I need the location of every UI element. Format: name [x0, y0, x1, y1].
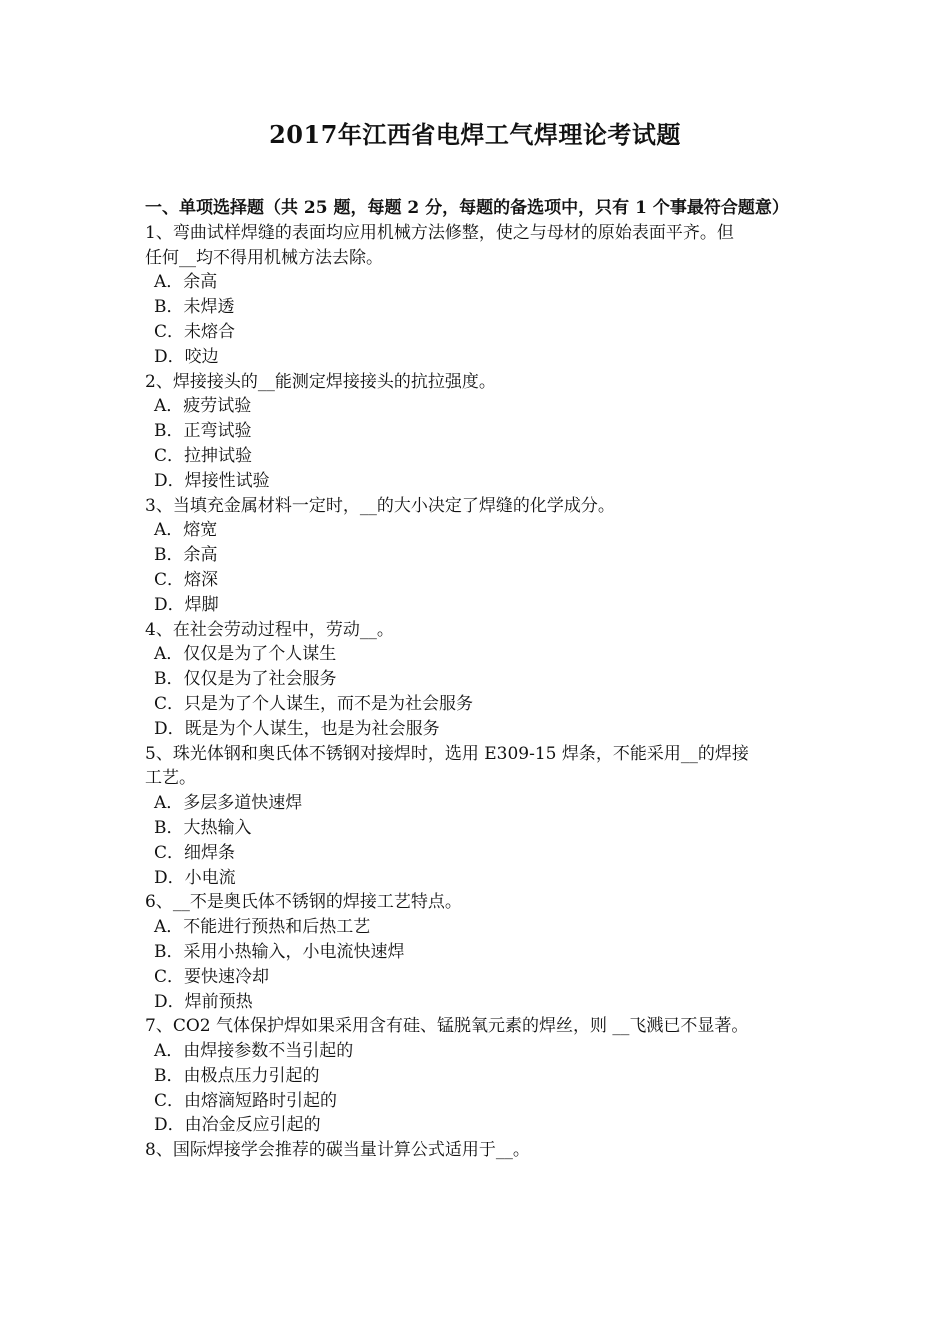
option-text: 咬边 — [184, 346, 219, 367]
option-text: 要快速冷却 — [184, 966, 270, 987]
option-text: 焊接性试验 — [184, 470, 270, 491]
option-text: 熔宽 — [183, 520, 218, 541]
option-text: 由熔滴短路时引起的 — [184, 1090, 338, 1111]
answer-option — [145, 816, 810, 841]
answer-option — [145, 791, 810, 816]
option-letter: B． — [154, 817, 184, 838]
option-letter: A． — [154, 272, 184, 293]
answer-option — [145, 667, 810, 692]
option-letter: B． — [154, 941, 184, 962]
option-text: 只是为了个人谋生，而不是为社会服务 — [184, 693, 474, 714]
answer-option — [145, 593, 810, 618]
section-heading: 一、单项选择题（共 25 题，每题 2 分，每题的备选项中，只有 1 个事最符合题意） — [145, 198, 789, 218]
option-letter: D． — [154, 1115, 185, 1136]
option-text: 未熔合 — [184, 321, 236, 342]
answer-option — [145, 1113, 810, 1138]
question-item — [145, 890, 810, 1014]
question-item — [145, 618, 810, 742]
option-text: 熔深 — [184, 569, 219, 590]
option-letter: A． — [154, 1041, 184, 1062]
answer-option — [145, 543, 810, 568]
option-letter: B． — [154, 669, 184, 690]
option-text: 余高 — [183, 545, 218, 566]
option-text: 未焊透 — [183, 297, 235, 318]
question-item — [145, 1014, 810, 1138]
question-item — [145, 494, 810, 618]
option-letter: A． — [154, 520, 184, 541]
option-text: 由冶金反应引起的 — [184, 1115, 321, 1136]
document-body — [145, 196, 810, 1163]
answer-option — [145, 990, 810, 1015]
option-text: 疲劳试验 — [183, 396, 252, 417]
answer-option — [145, 320, 810, 345]
answer-option — [145, 568, 810, 593]
option-text: 多层多道快速焊 — [183, 793, 303, 814]
option-text: 既是为个人谋生，也是为社会服务 — [184, 718, 440, 739]
answer-option — [145, 642, 810, 667]
document-title: 2017年江西省电焊工气焊理论考试题 — [269, 120, 681, 149]
question-item — [145, 742, 810, 891]
answer-option — [145, 940, 810, 965]
question-stem-line: 6、__不是奥氏体不锈钢的焊接工艺特点。 — [145, 892, 462, 913]
option-text: 焊前预热 — [184, 991, 253, 1012]
answer-option — [145, 915, 810, 940]
option-text: 拉抻试验 — [184, 445, 253, 466]
option-letter: D． — [154, 594, 185, 615]
option-letter: D． — [154, 718, 185, 739]
option-letter: B． — [154, 545, 184, 566]
answer-option — [145, 717, 810, 742]
option-letter: D． — [154, 346, 185, 367]
question-stem-line: 任何__均不得用机械方法去除。 — [145, 247, 383, 268]
question-stem-line: 2、焊接接头的__能测定焊接接头的抗拉强度。 — [145, 371, 496, 392]
option-letter: C． — [154, 321, 185, 342]
answer-option — [145, 270, 810, 295]
answer-option — [145, 965, 810, 990]
answer-option — [145, 1039, 810, 1064]
option-text: 余高 — [183, 272, 218, 293]
option-text: 正弯试验 — [183, 421, 252, 442]
question-stem-line: 7、CO2 气体保护焊如果采用含有硅、锰脱氧元素的焊丝，则 __飞溅已不显著。 — [145, 1016, 749, 1037]
option-text: 不能进行预热和后热工艺 — [183, 917, 371, 938]
option-text: 采用小热输入，小电流快速焊 — [183, 941, 405, 962]
answer-option — [145, 866, 810, 891]
answer-option — [145, 692, 810, 717]
option-letter: B． — [154, 421, 184, 442]
question-item — [145, 370, 810, 494]
option-letter: C． — [154, 445, 185, 466]
answer-option — [145, 518, 810, 543]
question-stem-line: 1、弯曲试样焊缝的表面均应用机械方法修整，使之与母材的原始表面平齐。但 — [145, 222, 734, 243]
question-stem-line: 8、国际焊接学会推荐的碳当量计算公式适用于__。 — [145, 1140, 530, 1161]
option-letter: C． — [154, 966, 185, 987]
option-letter: A． — [154, 793, 184, 814]
answer-option — [145, 345, 810, 370]
question-item — [145, 221, 810, 370]
option-text: 由焊接参数不当引起的 — [183, 1041, 354, 1062]
option-letter: D． — [154, 991, 185, 1012]
option-letter: A． — [154, 917, 184, 938]
option-letter: C． — [154, 842, 185, 863]
option-text: 细焊条 — [184, 842, 236, 863]
answer-option — [145, 295, 810, 320]
option-text: 仅仅是为了社会服务 — [183, 669, 337, 690]
answer-option — [145, 1089, 810, 1114]
option-letter: D． — [154, 470, 185, 491]
option-letter: C． — [154, 569, 185, 590]
option-text: 焊脚 — [184, 594, 219, 615]
question-item — [145, 1138, 810, 1163]
option-text: 由极点压力引起的 — [183, 1065, 320, 1086]
question-stem-line: 4、在社会劳动过程中，劳动__。 — [145, 619, 394, 640]
question-stem-line: 3、当填充金属材料一定时，__的大小决定了焊缝的化学成分。 — [145, 495, 615, 516]
question-list — [145, 221, 810, 1163]
answer-option — [145, 469, 810, 494]
option-letter: A． — [154, 644, 184, 665]
option-letter: C． — [154, 1090, 185, 1111]
option-letter: C． — [154, 693, 185, 714]
answer-option — [145, 1064, 810, 1089]
option-text: 大热输入 — [183, 817, 252, 838]
option-text: 小电流 — [184, 867, 236, 888]
answer-option — [145, 419, 810, 444]
question-stem-line: 5、珠光体钢和奥氏体不锈钢对接焊时，选用 E309-15 焊条，不能采用__的焊接 — [145, 743, 749, 764]
answer-option — [145, 444, 810, 469]
answer-option — [145, 394, 810, 419]
option-letter: D． — [154, 867, 185, 888]
option-letter: B． — [154, 1065, 184, 1086]
question-stem-line: 工艺。 — [145, 768, 196, 789]
answer-option — [145, 841, 810, 866]
option-letter: B． — [154, 297, 184, 318]
option-letter: A． — [154, 396, 184, 417]
option-text: 仅仅是为了个人谋生 — [183, 644, 337, 665]
